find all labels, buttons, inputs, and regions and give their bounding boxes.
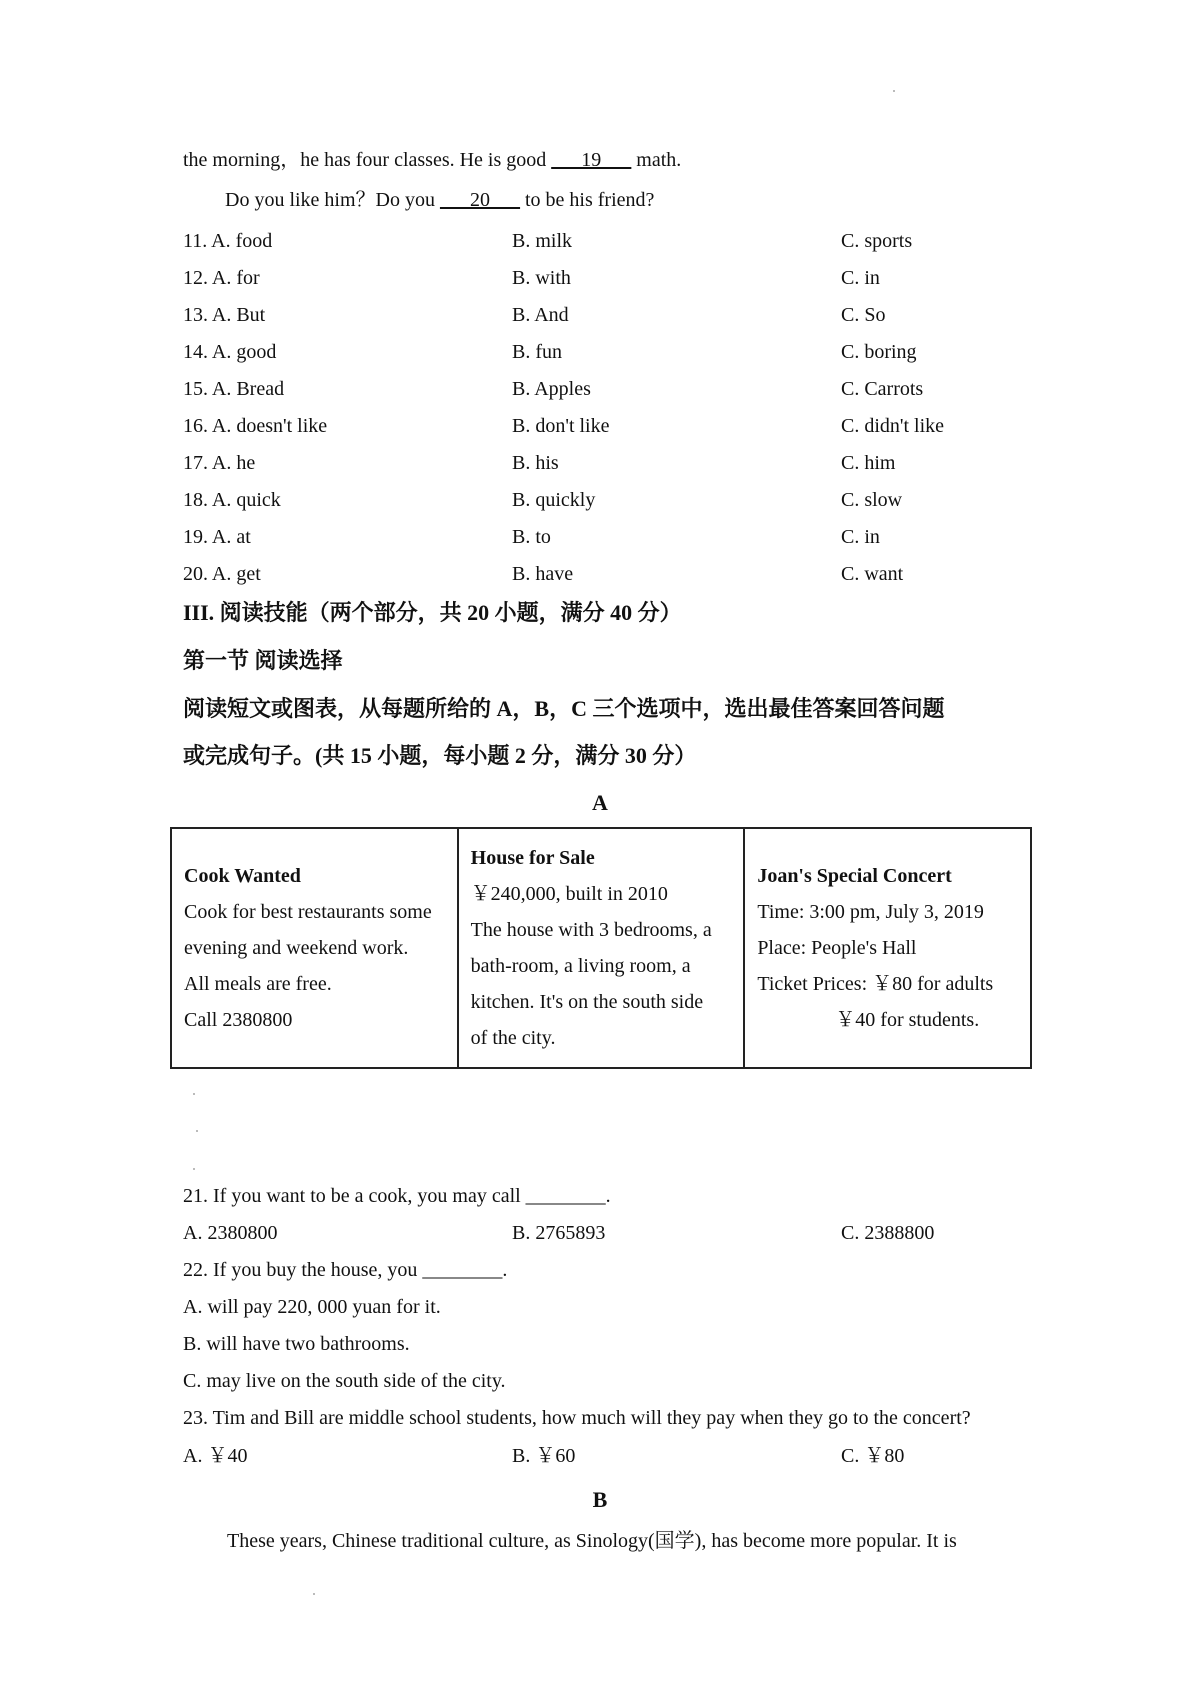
ad-line: ￥240,000, built in 2010 xyxy=(470,883,668,905)
option-11c: C. sports xyxy=(841,230,913,252)
question-22: 22. If you buy the house, you ________. xyxy=(183,1259,508,1281)
q21-option-b: B. 2765893 xyxy=(512,1222,606,1244)
q23-option-c: C. ￥80 xyxy=(841,1445,905,1467)
option-18b: B. quickly xyxy=(512,489,596,511)
scan-speck xyxy=(196,1130,198,1132)
q22-option-c: C. may live on the south side of the city. xyxy=(183,1370,506,1392)
option-19c: C. in xyxy=(841,526,880,548)
ad-line: evening and weekend work. xyxy=(184,937,409,959)
passage-text: to be his friend? xyxy=(520,189,655,211)
option-12a: 12. A. for xyxy=(183,267,260,289)
option-11b: B. milk xyxy=(512,230,573,252)
instruction-line-1: 阅读短文或图表，从每题所给的 A，B，C 三个选项中，选出最佳答案回答问题 xyxy=(183,696,945,721)
ad-title: House for Sale xyxy=(470,847,595,869)
ad-line: Call 2380800 xyxy=(184,1009,293,1031)
ad-title: Cook Wanted xyxy=(184,865,301,887)
option-18c: C. slow xyxy=(841,489,903,511)
option-15c: C. Carrots xyxy=(841,378,924,400)
scan-speck xyxy=(193,1093,195,1095)
scan-speck xyxy=(193,1168,195,1170)
passage-text: the morning，he has four classes. He is good xyxy=(183,149,552,171)
ad-concert xyxy=(744,828,1031,1068)
ad-line: Place: People's Hall xyxy=(757,937,917,959)
option-13a: 13. A. But xyxy=(183,304,266,326)
ad-line: bath-room, a living room, a xyxy=(470,955,691,977)
part-heading: 第一节 阅读选择 xyxy=(183,648,343,673)
ad-house-for-sale xyxy=(458,828,745,1068)
option-20c: C. want xyxy=(841,563,904,585)
ad-line: ￥40 for students. xyxy=(835,1009,980,1031)
q21-option-c: C. 2388800 xyxy=(841,1222,935,1244)
option-14b: B. fun xyxy=(512,341,562,363)
option-15a: 15. A. Bread xyxy=(183,378,285,400)
option-13b: B. And xyxy=(512,304,569,326)
option-12c: C. in xyxy=(841,267,880,289)
ad-line: kitchen. It's on the south side xyxy=(470,991,704,1013)
ads-table xyxy=(170,827,1032,1069)
option-13c: C. So xyxy=(841,304,886,326)
passage-text: Do you like him？Do you xyxy=(225,189,440,211)
option-16c: C. didn't like xyxy=(841,415,945,437)
q22-option-a: A. will pay 220, 000 yuan for it. xyxy=(183,1296,441,1318)
ad-line: The house with 3 bedrooms, a xyxy=(470,919,712,941)
scan-speck xyxy=(893,90,895,92)
ad-line: Ticket Prices: ￥80 for adults xyxy=(757,973,994,995)
blank-20: ___20___ xyxy=(440,189,520,211)
q21-option-a: A. 2380800 xyxy=(183,1222,278,1244)
option-18a: 18. A. quick xyxy=(183,489,281,511)
option-19b: B. to xyxy=(512,526,551,548)
option-15b: B. Apples xyxy=(512,378,591,400)
ad-line: All meals are free. xyxy=(184,973,332,995)
passage-a-label: A xyxy=(592,790,608,815)
option-19a: 19. A. at xyxy=(183,526,251,548)
option-14a: 14. A. good xyxy=(183,341,277,363)
question-21: 21. If you want to be a cook, you may call ________. xyxy=(183,1185,611,1207)
option-20a: 20. A. get xyxy=(183,563,261,585)
passage-b-label: B xyxy=(592,1487,608,1512)
ad-line: of the city. xyxy=(470,1027,556,1049)
passage-text: math. xyxy=(631,149,682,171)
q23-option-a: A. ￥40 xyxy=(183,1445,248,1467)
passage-line-19 xyxy=(183,148,1100,172)
option-17a: 17. A. he xyxy=(183,452,256,474)
option-11a: 11. A. food xyxy=(183,230,273,252)
option-17c: C. him xyxy=(841,452,896,474)
ad-cook-wanted xyxy=(171,828,458,1068)
ad-title: Joan's Special Concert xyxy=(757,865,952,887)
q22-option-b: B. will have two bathrooms. xyxy=(183,1333,410,1355)
option-20b: B. have xyxy=(512,563,574,585)
option-16a: 16. A. doesn't like xyxy=(183,415,328,437)
blank-19: ___19___ xyxy=(551,149,632,171)
option-14c: C. boring xyxy=(841,341,917,363)
ad-line: Cook for best restaurants some xyxy=(184,901,432,923)
ad-line: Time: 3:00 pm, July 3, 2019 xyxy=(757,901,984,923)
passage-b-first-line: These years, Chinese traditional culture, as Sinology(国学), has become more popular. It is xyxy=(227,1530,957,1552)
question-23: 23. Tim and Bill are middle school students, how much will they pay when they go to the concert? xyxy=(183,1407,971,1429)
passage-line-20 xyxy=(225,188,1100,212)
scan-speck xyxy=(313,1593,315,1595)
option-12b: B. with xyxy=(512,267,571,289)
option-16b: B. don't like xyxy=(512,415,610,437)
instruction-line-2: 或完成句子。(共 15 小题，每小题 2 分，满分 30 分） xyxy=(183,743,697,768)
option-17b: B. his xyxy=(512,452,559,474)
section-title: III. 阅读技能（两个部分，共 20 小题，满分 40 分） xyxy=(183,600,682,625)
q23-option-b: B. ￥60 xyxy=(512,1445,576,1467)
